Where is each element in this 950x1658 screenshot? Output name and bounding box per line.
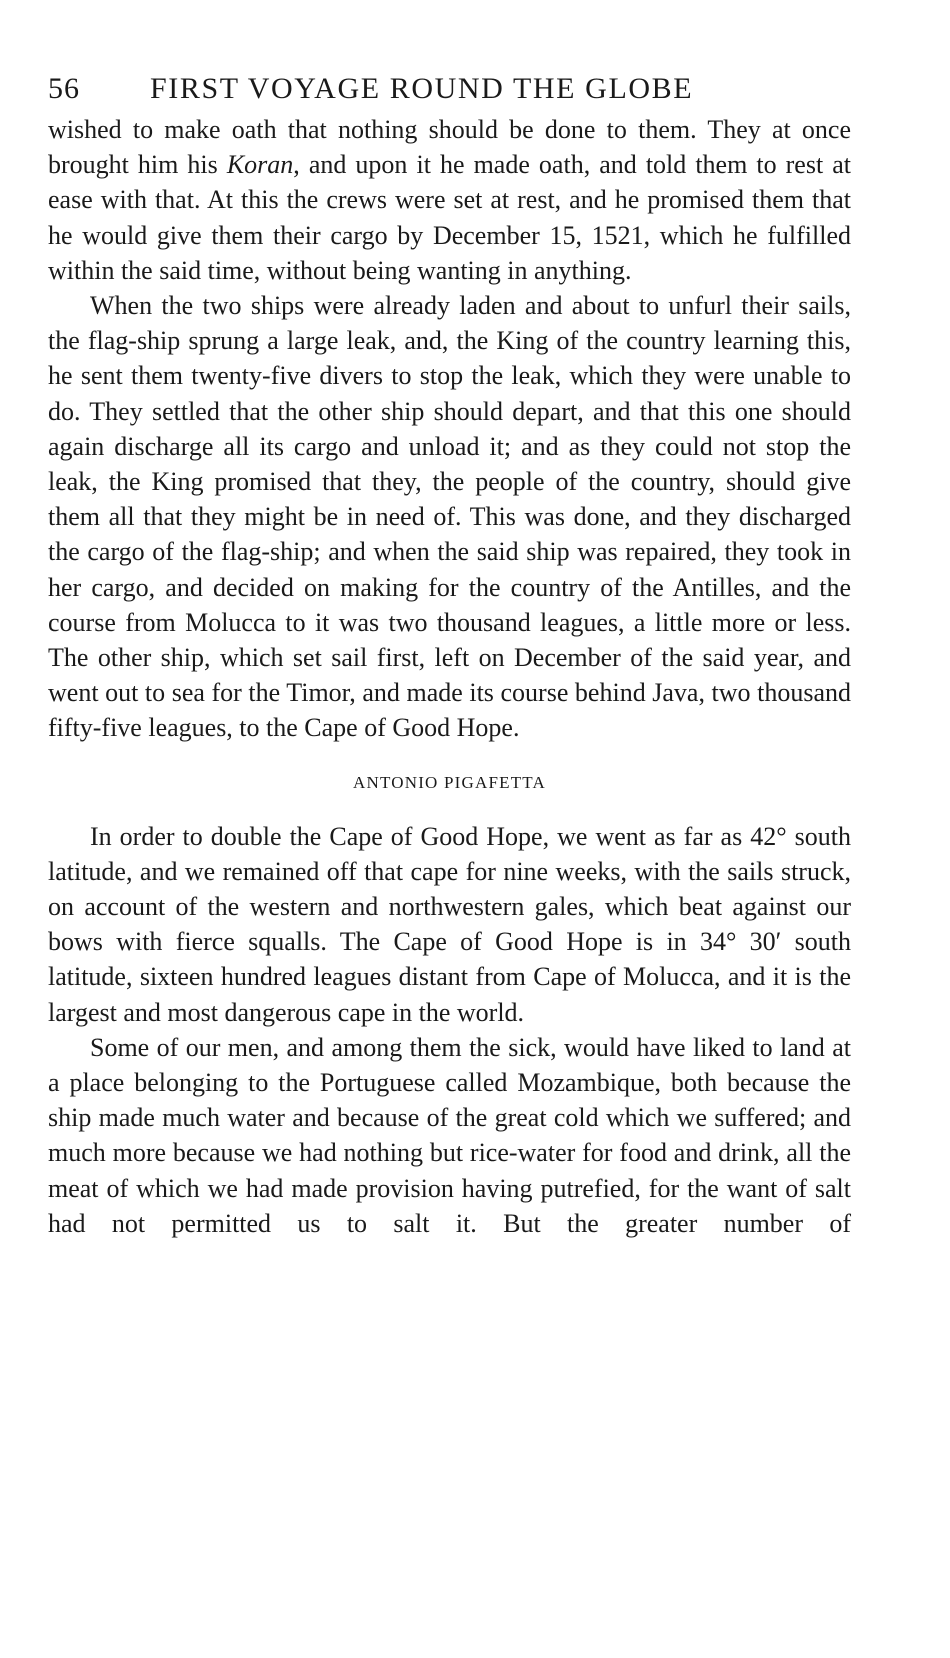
running-head xyxy=(48,60,851,112)
paragraph-two-ships: When the two ships were already laden and about to unfurl their sails, the flag-ship sprung a large leak, and, the King of the country learning this, he sent them twenty-five divers to stop the leak, which they were unable to do. They settled that the other ship should depart, and that this one should again discharge all its cargo and unload it; and as they could not stop the leak, the King promised that they, the people of the country, should give them all that they might be in need of. This was done, and they discharged the cargo of the flag-ship; and when the said ship was repaired, they took in her cargo, and decided on making for the country of the Antilles, and the course from Molucca to it was two thousand leagues, a little more or less. The other ship, which set sail first, left on December of the said year, and went out to sea for the Timor, and made its course behind Java, two thousand fifty-five leagues, to the Cape of Good Hope. xyxy=(48,291,851,743)
page-number: 56 xyxy=(48,72,80,105)
paragraph-mozambique: Some of our men, and among them the sick, would have liked to land at a place belonging to the Portuguese called Mozambique, both because the ship made much water and because of the great cold which we suffered; and much more because we had nothing but rice-water for food and drink, all the meat of which we had made provision having putrefied, for the want of salt had not permitted us to salt it. But the greater number of xyxy=(48,1032,851,1238)
running-title: FIRST VOYAGE ROUND THE GLOBE xyxy=(150,72,694,105)
paragraph-continued xyxy=(48,112,851,288)
koran-italic-term: Koran xyxy=(226,150,294,180)
paragraph-1-text-b: , and upon it he made oath, and told them to rest at ease with that. At this the crews were set at rest, and he promised them that he would give them their cargo by December 15, 1521, which he fulfilled within the said time, without being wanting in anything. xyxy=(48,150,851,285)
section-heading: ANTONIO PIGAFETTA xyxy=(353,772,546,792)
book-page xyxy=(48,60,851,1241)
paragraph-cape-good-hope: In order to double the Cape of Good Hope, we went as far as 42° south latitude, and we remained off that cape for nine weeks, with the sails struck, on account of the western and northwestern gales, which beat against our bows with fierce squalls. The Cape of Good Hope is in 34° 30′ south latitude, sixteen hundred leagues distant from Cape of Molucca, and it is the largest and most dangerous cape in the world. xyxy=(48,821,851,1027)
paragraph-1-text-a: wished to make oath that nothing should be done to them. They at once brought him his xyxy=(48,115,851,180)
